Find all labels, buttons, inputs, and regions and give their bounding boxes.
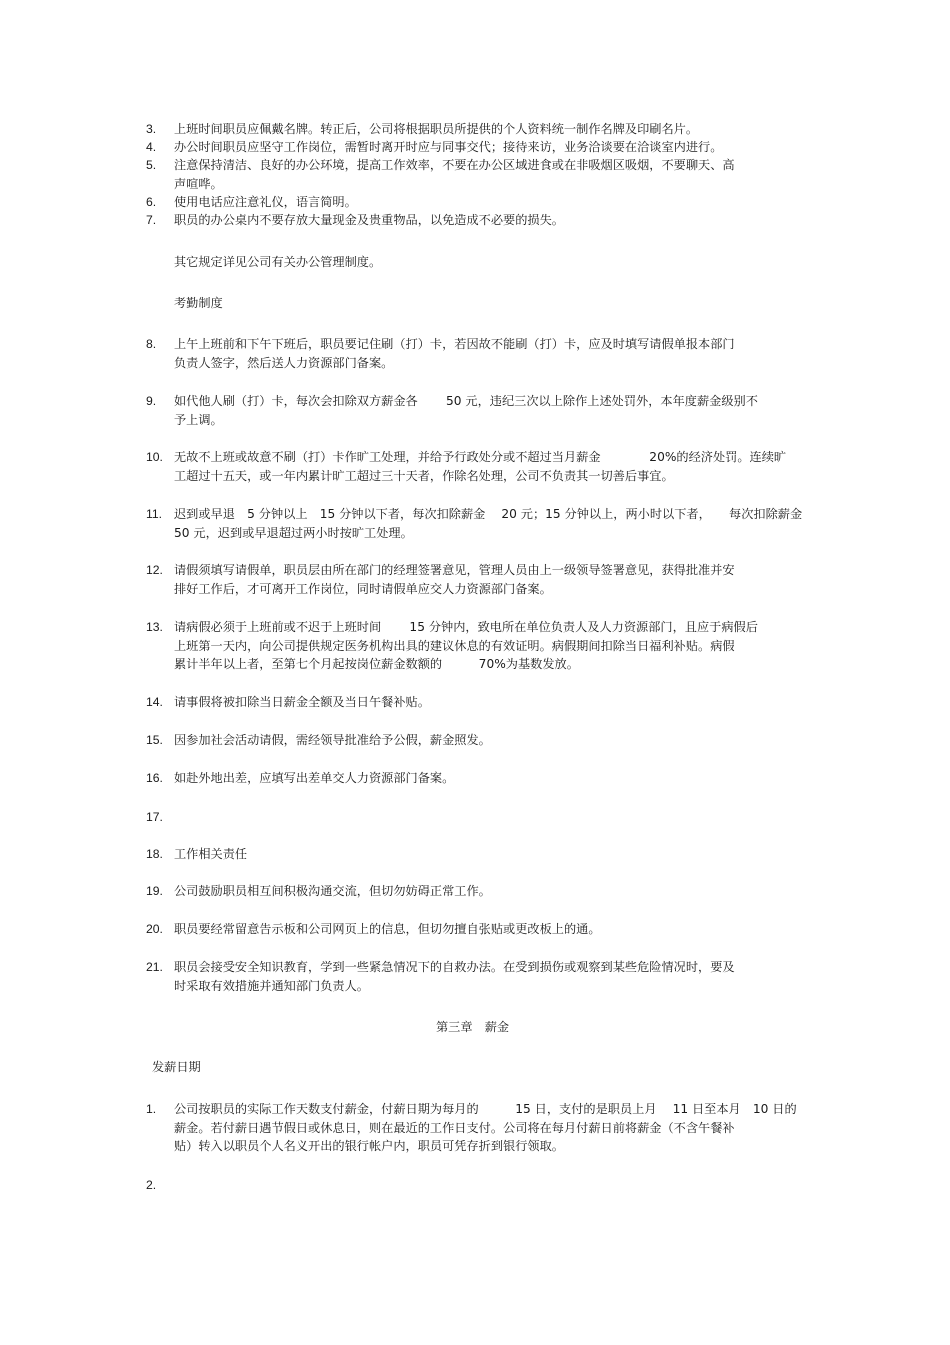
item-line: 职员的办公桌内不要存放大量现金及贵重物品，以免造成不必要的损失。 — [174, 213, 564, 227]
item-number: 19. — [146, 884, 163, 898]
item-number: 8. — [146, 337, 157, 351]
item-number: 1. — [146, 1102, 157, 1116]
item-line: 因参加社会活动请假，需经领导批准给予公假，薪金照发。 — [174, 733, 491, 747]
item-line: 如代他人刷（打）卡，每次会扣除双方薪金各 50 元，违纪三次以上除作上述处罚外，本年度薪金级别不 — [174, 394, 758, 408]
item-text — [174, 958, 735, 995]
item-number: 6. — [146, 195, 157, 209]
item-number: 17. — [146, 810, 163, 824]
item-line: 职员会接受安全知识教育，学到一些紧急情况下的自救办法。在受到损伤或观察到某些危险情况时，要及 — [174, 960, 735, 974]
item-line: 50 元，迟到或早退超过两小时按旷工处理。 — [174, 525, 413, 540]
item-number: 16. — [146, 771, 163, 785]
item-number: 10. — [146, 450, 163, 464]
item-text — [174, 392, 758, 429]
item-line: 迟到或早退 5 分钟以上 15 分钟以下者，每次扣除薪金 20 元；15 分钟以上，两小时以下者， 每次扣除薪金 — [174, 507, 803, 521]
item-text — [174, 845, 247, 864]
item-line: 时采取有效措施并通知部门负责人。 — [174, 978, 369, 993]
item-line: 请事假将被扣除当日薪金全额及当日午餐补贴。 — [174, 695, 430, 709]
item-text — [174, 769, 454, 788]
item-text — [174, 193, 357, 212]
item-number: 18. — [146, 847, 163, 861]
chapter-title: 第三章 薪金 — [436, 1020, 510, 1034]
section-heading-payday: 发薪日期 — [152, 1060, 201, 1074]
item-number: 12. — [146, 563, 163, 577]
item-number: 4. — [146, 140, 157, 154]
section-heading-attendance: 考勤制度 — [174, 296, 223, 310]
item-line: 公司按职员的实际工作天数支付薪金，付薪日期为每月的 15 日，支付的是职员上月 11 日至本月 10 日的 — [174, 1102, 797, 1116]
item-line: 请假须填写请假单，职员层由所在部门的经理签署意见，管理人员由上一级领导签署意见，获得批准并安 — [174, 563, 735, 577]
item-text — [174, 561, 735, 598]
item-number: 21. — [146, 960, 163, 974]
item-text — [174, 505, 802, 542]
item-number: 15. — [146, 733, 163, 747]
item-line: 上午上班前和下午下班后，职员要记住刷（打）卡，若因故不能刷（打）卡，应及时填写请假单报本部门 — [174, 337, 735, 351]
item-line: 累计半年以上者，至第七个月起按岗位薪金数额的 70%为基数发放。 — [174, 657, 579, 672]
item-number: 11. — [146, 507, 163, 521]
item-text — [174, 1100, 797, 1156]
item-line: 工超过十五天，或一年内累计旷工超过三十天者，作除名处理，公司不负责其一切善后事宜。 — [174, 468, 674, 483]
item-line: 请病假必须于上班前或不迟于上班时间 15 分钟内，致电所在单位负责人及人力资源部门，且应于病假后 — [174, 620, 758, 634]
item-number: 14. — [146, 695, 163, 709]
item-text — [174, 156, 735, 193]
item-line: 贴）转入以职员个人名义开出的银行帐户内，职员可凭存折到银行领取。 — [174, 1139, 564, 1154]
item-text — [174, 618, 758, 674]
other-rules-note: 其它规定详见公司有关办公管理制度。 — [174, 255, 382, 269]
item-text — [174, 731, 491, 750]
item-line: 如赴外地出差，应填写出差单交人力资源部门备案。 — [174, 771, 455, 785]
item-text — [174, 335, 735, 372]
item-text — [174, 138, 722, 157]
item-number: 7. — [146, 213, 157, 227]
item-line: 予上调。 — [174, 412, 223, 427]
item-text — [174, 448, 786, 485]
item-line: 职员要经常留意告示板和公司网页上的信息，但切勿擅自张贴或更改板上的通。 — [174, 922, 601, 936]
item-line: 办公时间职员应坚守工作岗位，需暂时离开时应与同事交代；接待来访，业务洽谈要在洽谈室内进行。 — [174, 140, 723, 154]
item-text — [174, 120, 698, 139]
item-line: 排好工作后，才可离开工作岗位，同时请假单应交人力资源部门备案。 — [174, 581, 552, 596]
item-line: 使用电话应注意礼仪，语言简明。 — [174, 195, 357, 209]
item-line: 薪金。若付薪日遇节假日或休息日，则在最近的工作日支付。公司将在每月付薪日前将薪金（不含午餐补 — [174, 1120, 735, 1135]
item-text — [174, 882, 491, 901]
item-number: 20. — [146, 922, 163, 936]
item-text — [174, 920, 601, 939]
item-line: 声喧哗。 — [174, 176, 223, 191]
item-number: 13. — [146, 620, 163, 634]
item-text — [174, 211, 564, 230]
item-line: 无故不上班或故意不刷（打）卡作旷工处理，并给予行政处分或不超过当月薪金 20%的经济处罚。连续旷 — [174, 450, 787, 464]
item-line: 工作相关责任 — [174, 847, 248, 861]
item-text — [174, 693, 430, 712]
item-line: 负责人签字，然后送人力资源部门备案。 — [174, 355, 394, 370]
item-line: 注意保持清洁、良好的办公环境，提高工作效率，不要在办公区域进食或在非吸烟区吸烟，不要聊天、高 — [174, 158, 735, 172]
item-line: 上班第一天内，向公司提供规定医务机构出具的建议休息的有效证明。病假期间扣除当日福利补贴。病假 — [174, 638, 735, 653]
item-number: 9. — [146, 394, 157, 408]
item-line: 公司鼓励职员相互间积极沟通交流，但切勿妨碍正常工作。 — [174, 884, 491, 898]
item-number: 5. — [146, 158, 157, 172]
item-number: 3. — [146, 122, 157, 136]
item-number: 2. — [146, 1178, 157, 1192]
item-line: 上班时间职员应佩戴名牌。转正后，公司将根据职员所提供的个人资料统一制作名牌及印刷名片。 — [174, 122, 699, 136]
